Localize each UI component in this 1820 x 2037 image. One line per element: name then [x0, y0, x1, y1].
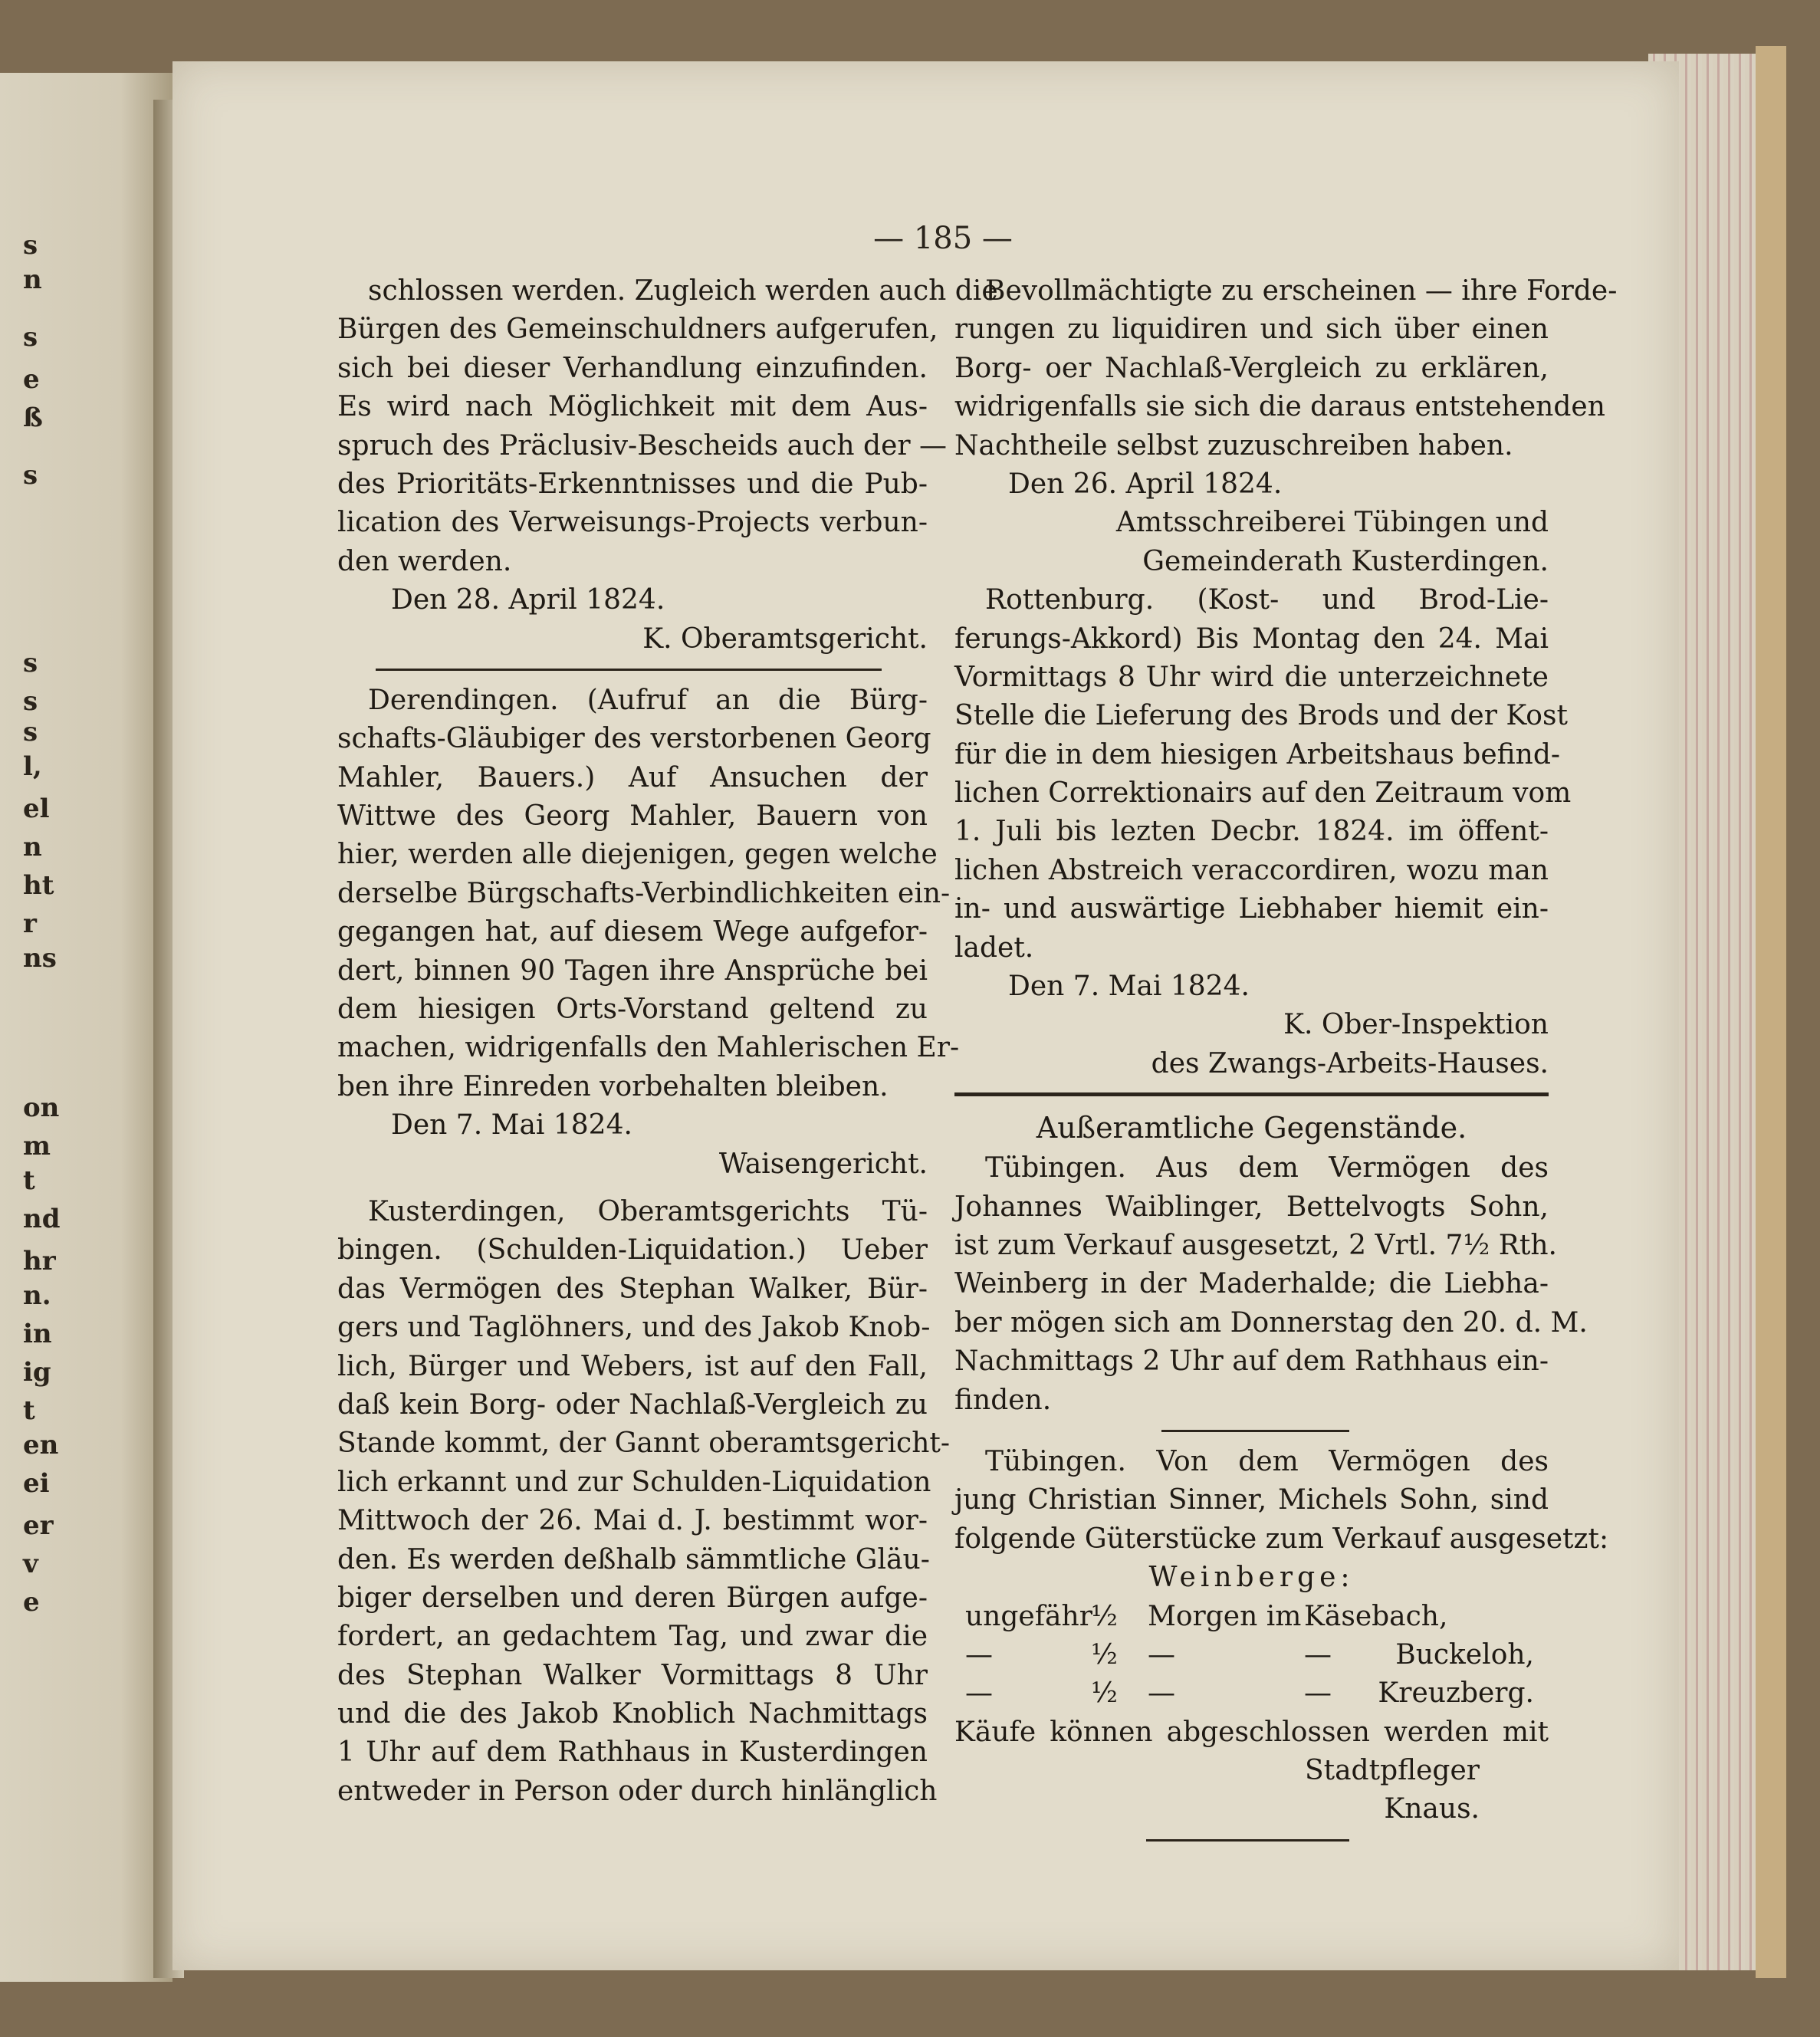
text-line: machen, widrigenfalls den Mahlerischen Er-: [337, 1032, 960, 1064]
text-block: [954, 1149, 1588, 1420]
edge-glyph: t: [23, 1165, 35, 1196]
text-line: Es wird nach Möglichkeit mit dem Aus-: [337, 391, 928, 423]
text-line: des Stephan Walker Vormittags 8 Uhr: [337, 1659, 928, 1691]
text-line: und die des Jakob Knoblich Nachmittags: [337, 1698, 928, 1730]
edge-glyph: ns: [23, 943, 57, 974]
text-line: Nachmittags 2 Uhr auf dem Rathhaus ein-: [954, 1345, 1549, 1378]
text-line: in- und auswärtige Liebhaber hiemit ein-: [954, 893, 1549, 925]
text-line: 1 Uhr auf dem Rathhaus in Kusterdingen: [337, 1736, 928, 1769]
text-line: biger derselben und deren Bürgen aufge-: [337, 1582, 928, 1614]
edge-glyph: s: [23, 717, 38, 747]
text-line: hier, werden alle diejenigen, gegen welche: [337, 839, 938, 871]
edge-glyph: en: [23, 1430, 59, 1460]
text-block: [954, 581, 1572, 968]
right-column: [954, 272, 1618, 1852]
table-row: [954, 1598, 1549, 1636]
date-line: Den 26. April 1824.: [1008, 468, 1283, 500]
text-line: 1. Juli bis lezten Decbr. 1824. im öffent-: [954, 816, 1549, 848]
edge-glyph: ß: [23, 402, 43, 433]
text-line: rungen zu liquidiren und sich über einen: [954, 314, 1549, 346]
edge-glyph: el: [23, 793, 50, 824]
edge-glyph: e: [23, 1587, 40, 1618]
end-rule: [939, 1829, 1549, 1852]
vineyard-table: [954, 1598, 1549, 1713]
text-block: [337, 682, 960, 1106]
table-cell: —: [1148, 1638, 1175, 1671]
edge-glyph: e: [23, 364, 40, 395]
edge-glyph: l,: [23, 751, 42, 782]
text-line: bingen. (Schulden-Liquidation.) Ueber: [337, 1234, 928, 1267]
signature: Gemeinderath Kusterdingen.: [1142, 545, 1549, 577]
text-line: lich, Bürger und Webers, ist auf den Fall,: [337, 1350, 928, 1382]
text-block: [954, 272, 1618, 465]
text-line: lichen Abstreich veraccordiren, wozu man: [954, 854, 1549, 886]
text-line: schlossen werden. Zugleich werden auch die: [368, 275, 998, 307]
edge-glyph: s: [23, 648, 38, 678]
text-line: jung Christian Sinner, Michels Sohn, sind: [954, 1484, 1549, 1516]
date-line: Den 7. Mai 1824.: [391, 1109, 632, 1142]
text-line: ist zum Verkauf ausgesetzt, 2 Vrtl. 7½ Rth.: [954, 1229, 1557, 1261]
edge-glyph: s: [23, 686, 38, 717]
text-line: Tübingen. Aus dem Vermögen des: [985, 1152, 1549, 1184]
date-line: Den 28. April 1824.: [391, 584, 665, 616]
signature: Waisengericht.: [718, 1148, 928, 1180]
text-line: folgende Güterstücke zum Verkauf ausgesetzt:: [954, 1523, 1609, 1555]
table-cell: ½: [1091, 1677, 1118, 1710]
text-line: Nachtheile selbst zuzuschreiben haben.: [954, 429, 1513, 462]
edge-glyph: ht: [23, 870, 54, 901]
text-line: den. Es werden deßhalb sämmtliche Gläu-: [337, 1543, 930, 1575]
text-line: Vormittags 8 Uhr wird die unterzeichnete: [954, 661, 1549, 693]
text-line: lichen Correktionairs auf den Zeitraum vom: [954, 777, 1572, 810]
table-cell: —: [965, 1638, 993, 1671]
text-line: lich erkannt und zur Schulden-Liquidation: [337, 1466, 931, 1498]
edge-glyph: hr: [23, 1246, 56, 1276]
text-block: [954, 1443, 1609, 1559]
edge-glyph: s: [23, 322, 38, 353]
text-line: daß kein Borg- oder Nachlaß-Vergleich zu: [337, 1388, 928, 1421]
edge-glyph: m: [23, 1131, 51, 1161]
text-line: das Vermögen des Stephan Walker, Bür-: [337, 1273, 928, 1305]
separator-rule: [954, 1420, 1549, 1443]
signature: K. Ober-Inspektion: [1283, 1009, 1549, 1041]
text-line: Stande kommt, der Gannt oberamtsgericht-: [337, 1428, 951, 1460]
edge-glyph: v: [23, 1549, 38, 1579]
text-line: lication des Verweisungs-Projects verbun-: [337, 507, 928, 539]
text-line: Wittwe des Georg Mahler, Bauern von: [337, 800, 928, 833]
left-page-text-edge: [23, 73, 161, 1982]
table-cell: ½: [1091, 1600, 1118, 1632]
text-line: Rottenburg. (Kost- und Brod-Lie-: [985, 584, 1549, 616]
text-line: Bevollmächtigte zu erscheinen — ihre Forde-: [985, 275, 1618, 307]
page-number: — 185 —: [873, 221, 1013, 256]
edge-glyph: er: [23, 1510, 54, 1541]
text-line: den werden.: [337, 545, 512, 577]
text-line: widrigenfalls sie sich die daraus entstehenden: [954, 391, 1605, 423]
separator-rule: [337, 659, 928, 682]
text-line: ferungs-Akkord) Bis Montag den 24. Mai: [954, 623, 1549, 655]
table-row: [954, 1674, 1549, 1713]
edge-glyph: in: [23, 1319, 52, 1349]
edge-glyph: nd: [23, 1204, 61, 1234]
table-cell: —: [1148, 1677, 1175, 1710]
edge-glyph: n: [23, 832, 42, 862]
table-row: [954, 1636, 1549, 1674]
edge-glyph: on: [23, 1092, 60, 1123]
text-line: Kusterdingen, Oberamtsgerichts Tü-: [368, 1195, 928, 1227]
table-cell: —: [965, 1677, 993, 1710]
text-line: derselbe Bürgschafts-Verbindlichkeiten ein-: [337, 877, 951, 909]
text-line: dert, binnen 90 Tagen ihre Ansprüche bei: [337, 954, 928, 987]
edge-glyph: n: [23, 264, 42, 295]
text-line: Bürgen des Gemeinschuldners aufgerufen,: [337, 314, 938, 346]
edge-glyph: ei: [23, 1468, 50, 1499]
text-line: gegangen hat, auf diesem Wege aufgefor-: [337, 916, 928, 948]
text-line: Borg- oer Nachlaß-Vergleich zu erklären,: [954, 352, 1549, 384]
text-line: ben ihre Einreden vorbehalten bleiben.: [337, 1070, 889, 1102]
text-line: des Prioritäts-Erkenntnisses und die Pub-: [337, 468, 928, 500]
text-line: gers und Taglöhners, und des Jakob Knob-: [337, 1312, 931, 1344]
table-cell: — Buckeloh,: [1304, 1638, 1534, 1671]
text-line: sich bei dieser Verhandlung einzufinden.: [337, 352, 928, 384]
table-cell: Käsebach,: [1304, 1600, 1448, 1632]
text-line: dem hiesigen Orts-Vorstand geltend zu: [337, 994, 928, 1026]
text-line: fordert, an gedachtem Tag, und zwar die: [337, 1621, 928, 1653]
edge-glyph: s: [23, 460, 38, 491]
closing-line: Käufe können abgeschlossen werden mit: [954, 1716, 1549, 1748]
text-line: ber mögen sich am Donnerstag den 20. d. M.: [954, 1306, 1588, 1339]
text-line: schafts-Gläubiger des verstorbenen Georg: [337, 723, 931, 755]
text-line: Weinberg in der Maderhalde; die Liebha-: [954, 1268, 1549, 1300]
signature: des Zwangs-Arbeits-Hauses.: [1151, 1047, 1549, 1079]
text-line: Mittwoch der 26. Mai d. J. bestimmt wor-: [337, 1505, 928, 1537]
text-block: [337, 1193, 951, 1811]
closing-signature: Knaus.: [1384, 1793, 1480, 1825]
text-line: Stelle die Lieferung des Brods und der Kost: [954, 700, 1568, 732]
text-line: für die in dem hiesigen Arbeitshaus befind-: [954, 738, 1561, 770]
section-heading: Außeramtliche Gegenstände.: [1036, 1111, 1467, 1145]
text-line: finden.: [954, 1384, 1052, 1416]
book-cover: [1756, 46, 1786, 1978]
left-page: [0, 73, 172, 1982]
edge-glyph: t: [23, 1395, 35, 1426]
weinberge-label: Weinberge:: [1148, 1562, 1355, 1594]
signature: Amtsschreiberei Tübingen und: [1115, 507, 1549, 539]
text-line: entweder in Person oder durch hinlänglich: [337, 1775, 938, 1807]
edge-glyph: s: [23, 230, 38, 261]
signature: K. Oberamtsgericht.: [642, 623, 928, 655]
text-line: Johannes Waiblinger, Bettelvogts Sohn,: [954, 1191, 1549, 1223]
edge-glyph: ig: [23, 1357, 51, 1388]
text-block: [337, 272, 998, 581]
date-line: Den 7. Mai 1824.: [1008, 971, 1250, 1003]
closing-line: Stadtpfleger: [1304, 1755, 1480, 1787]
text-line: Derendingen. (Aufruf an die Bürg-: [368, 684, 928, 716]
edge-glyph: n.: [23, 1280, 51, 1311]
table-cell: ½: [1091, 1638, 1118, 1671]
table-cell: Morgen im: [1148, 1600, 1302, 1632]
section-rule: [954, 1083, 1549, 1106]
text-line: Mahler, Bauers.) Auf Ansuchen der: [337, 761, 928, 793]
text-line: Tübingen. Von dem Vermögen des: [985, 1445, 1549, 1477]
table-cell: — Kreuzberg.: [1304, 1677, 1534, 1710]
text-line: ladet.: [954, 931, 1034, 964]
text-line: spruch des Präclusiv-Bescheids auch der —: [337, 429, 948, 462]
table-cell: ungefähr: [965, 1600, 1092, 1632]
edge-glyph: r: [23, 908, 37, 939]
